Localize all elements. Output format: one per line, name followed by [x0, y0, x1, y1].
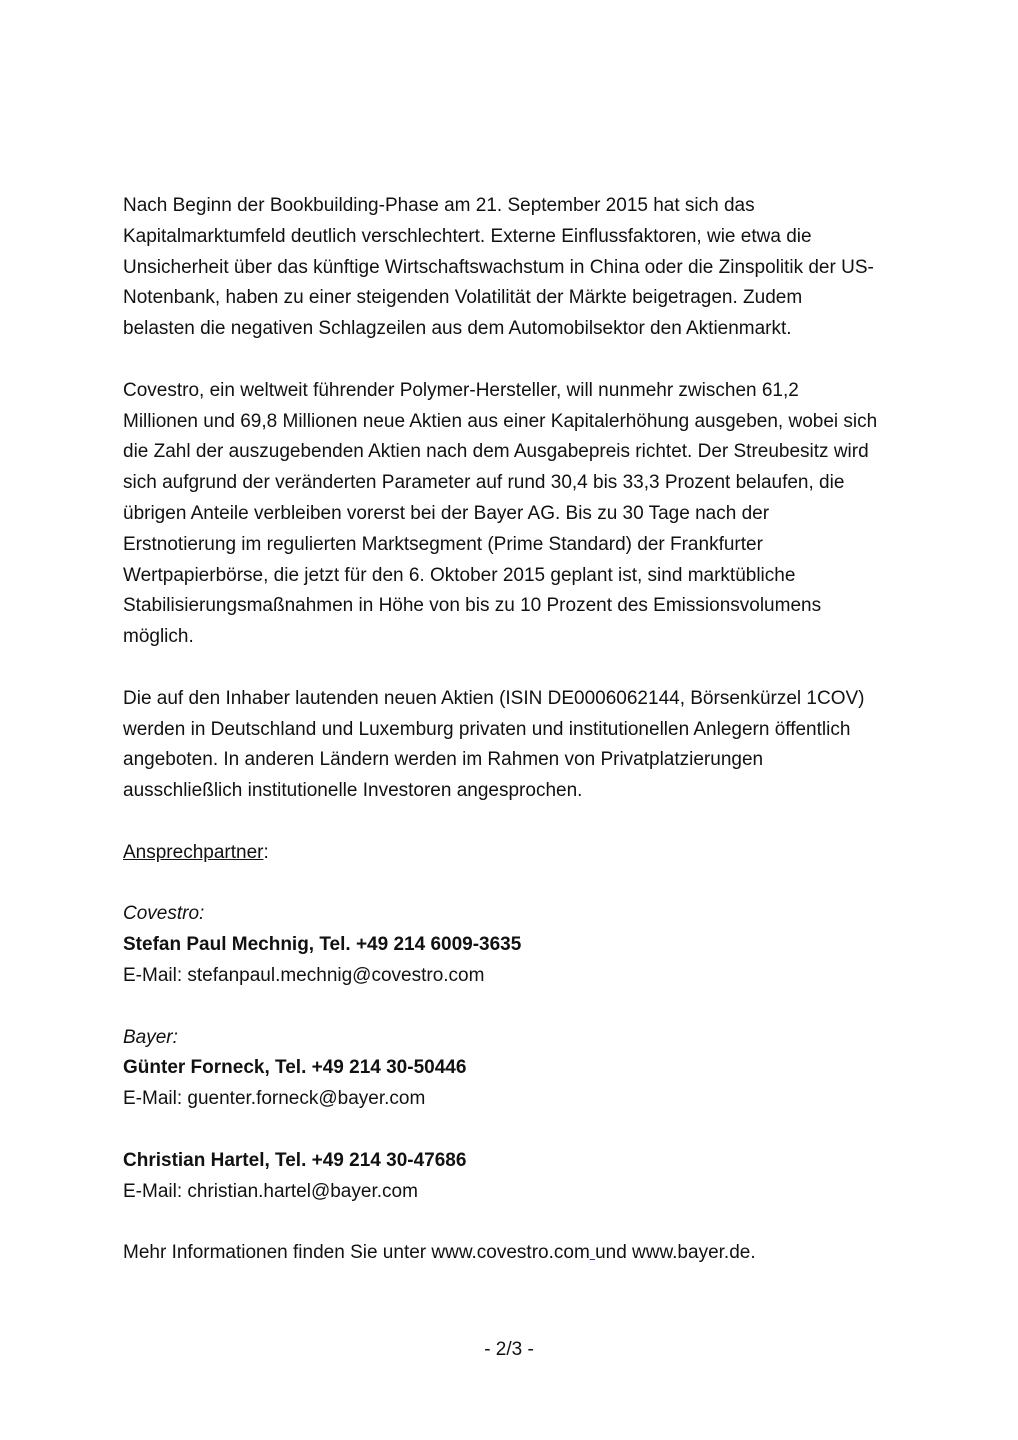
page-number: - 2/3 - [484, 1339, 534, 1360]
more-info-block [123, 1238, 953, 1269]
paragraph-share-offering [123, 376, 953, 653]
contact-person-hartel: Christian Hartel, Tel. +49 214 30-47686 [123, 1149, 467, 1171]
text-line: Erstnotierung im regulierten Marktsegment (Prime Standard) der Frankfurter [123, 533, 763, 555]
contacts-heading-text: Ansprechpartner [123, 841, 264, 863]
document-body [123, 191, 953, 1300]
more-info-suffix[interactable]: und www.bayer.de. [595, 1242, 756, 1264]
text-line: möglich. [123, 626, 194, 648]
text-line: ausschließlich institutionelle Investoren angesprochen. [123, 780, 583, 802]
contacts-heading [123, 838, 953, 869]
text-line: Nach Beginn der Bookbuilding-Phase am 21. September 2015 hat sich das [123, 195, 755, 216]
contact-person-mechnig: Stefan Paul Mechnig, Tel. +49 214 6009-3635 [123, 934, 522, 956]
text-line: angeboten. In anderen Ländern werden im Rahmen von Privatplatzierungen [123, 749, 764, 771]
paragraph-market-conditions [123, 191, 953, 345]
contact-bayer-hartel [123, 1146, 953, 1208]
text-line: übrigen Anteile verbleiben vorerst bei der Bayer AG. Bis zu 30 Tage nach der [123, 502, 770, 524]
text-line: Wertpapierbörse, die jetzt für den 6. Oktober 2015 geplant ist, sind marktübliche [123, 564, 796, 586]
text-line: Die auf den Inhaber lautenden neuen Aktien (ISIN DE0006062144, Börsenkürzel 1COV) [123, 687, 865, 709]
contacts-heading-colon: : [263, 841, 269, 863]
contact-email-forneck[interactable]: E-Mail: guenter.forneck@bayer.com [123, 1088, 426, 1110]
text-line: Covestro, ein weltweit führender Polymer-Hersteller, will nunmehr zwischen 61,2 [123, 379, 799, 401]
text-line: sich aufgrund der veränderten Parameter auf rund 30,4 bis 33,3 Prozent belaufen, die [123, 472, 845, 494]
text-line: Millionen und 69,8 Millionen neue Aktien aus einer Kapitalerhöhung ausgeben, wobei sich [123, 410, 878, 432]
paragraph-share-details [123, 684, 953, 807]
text-line: Stabilisierungsmaßnahmen in Höhe von bis zu 10 Prozent des Emissionsvolumens [123, 595, 822, 617]
contact-company-bayer: Bayer: [123, 1026, 178, 1048]
contacts-heading-block [123, 838, 953, 869]
text-line: Unsicherheit über das künftige Wirtschaftswachstum in China oder die Zinspolitik der US- [123, 256, 874, 278]
more-info-line [123, 1238, 953, 1269]
text-line: belasten die negativen Schlagzeilen aus dem Automobilsektor den Aktienmarkt. [123, 318, 792, 340]
text-line: die Zahl der auszugebenden Aktien nach dem Ausgabepreis richtet. Der Streubesitz wird [123, 441, 869, 463]
contact-email-mechnig[interactable]: E-Mail: stefanpaul.mechnig@covestro.com [123, 964, 485, 986]
contact-covestro [123, 899, 953, 991]
contact-bayer-forneck [123, 1023, 953, 1115]
contact-email-hartel[interactable]: E-Mail: christian.hartel@bayer.com [123, 1180, 418, 1202]
text-line: Notenbank, haben zu einer steigenden Volatilität der Märkte beigetragen. Zudem [123, 287, 803, 309]
more-info-prefix[interactable]: Mehr Informationen finden Sie unter www.covestro.com [123, 1242, 590, 1264]
contact-company-covestro: Covestro: [123, 903, 205, 925]
text-line: Kapitalmarktumfeld deutlich verschlechtert. Externe Einflussfaktoren, wie etwa die [123, 225, 812, 247]
contact-person-forneck: Günter Forneck, Tel. +49 214 30-50446 [123, 1057, 467, 1079]
text-line: werden in Deutschland und Luxemburg privaten und institutionellen Anlegern öffentlich [123, 718, 851, 740]
